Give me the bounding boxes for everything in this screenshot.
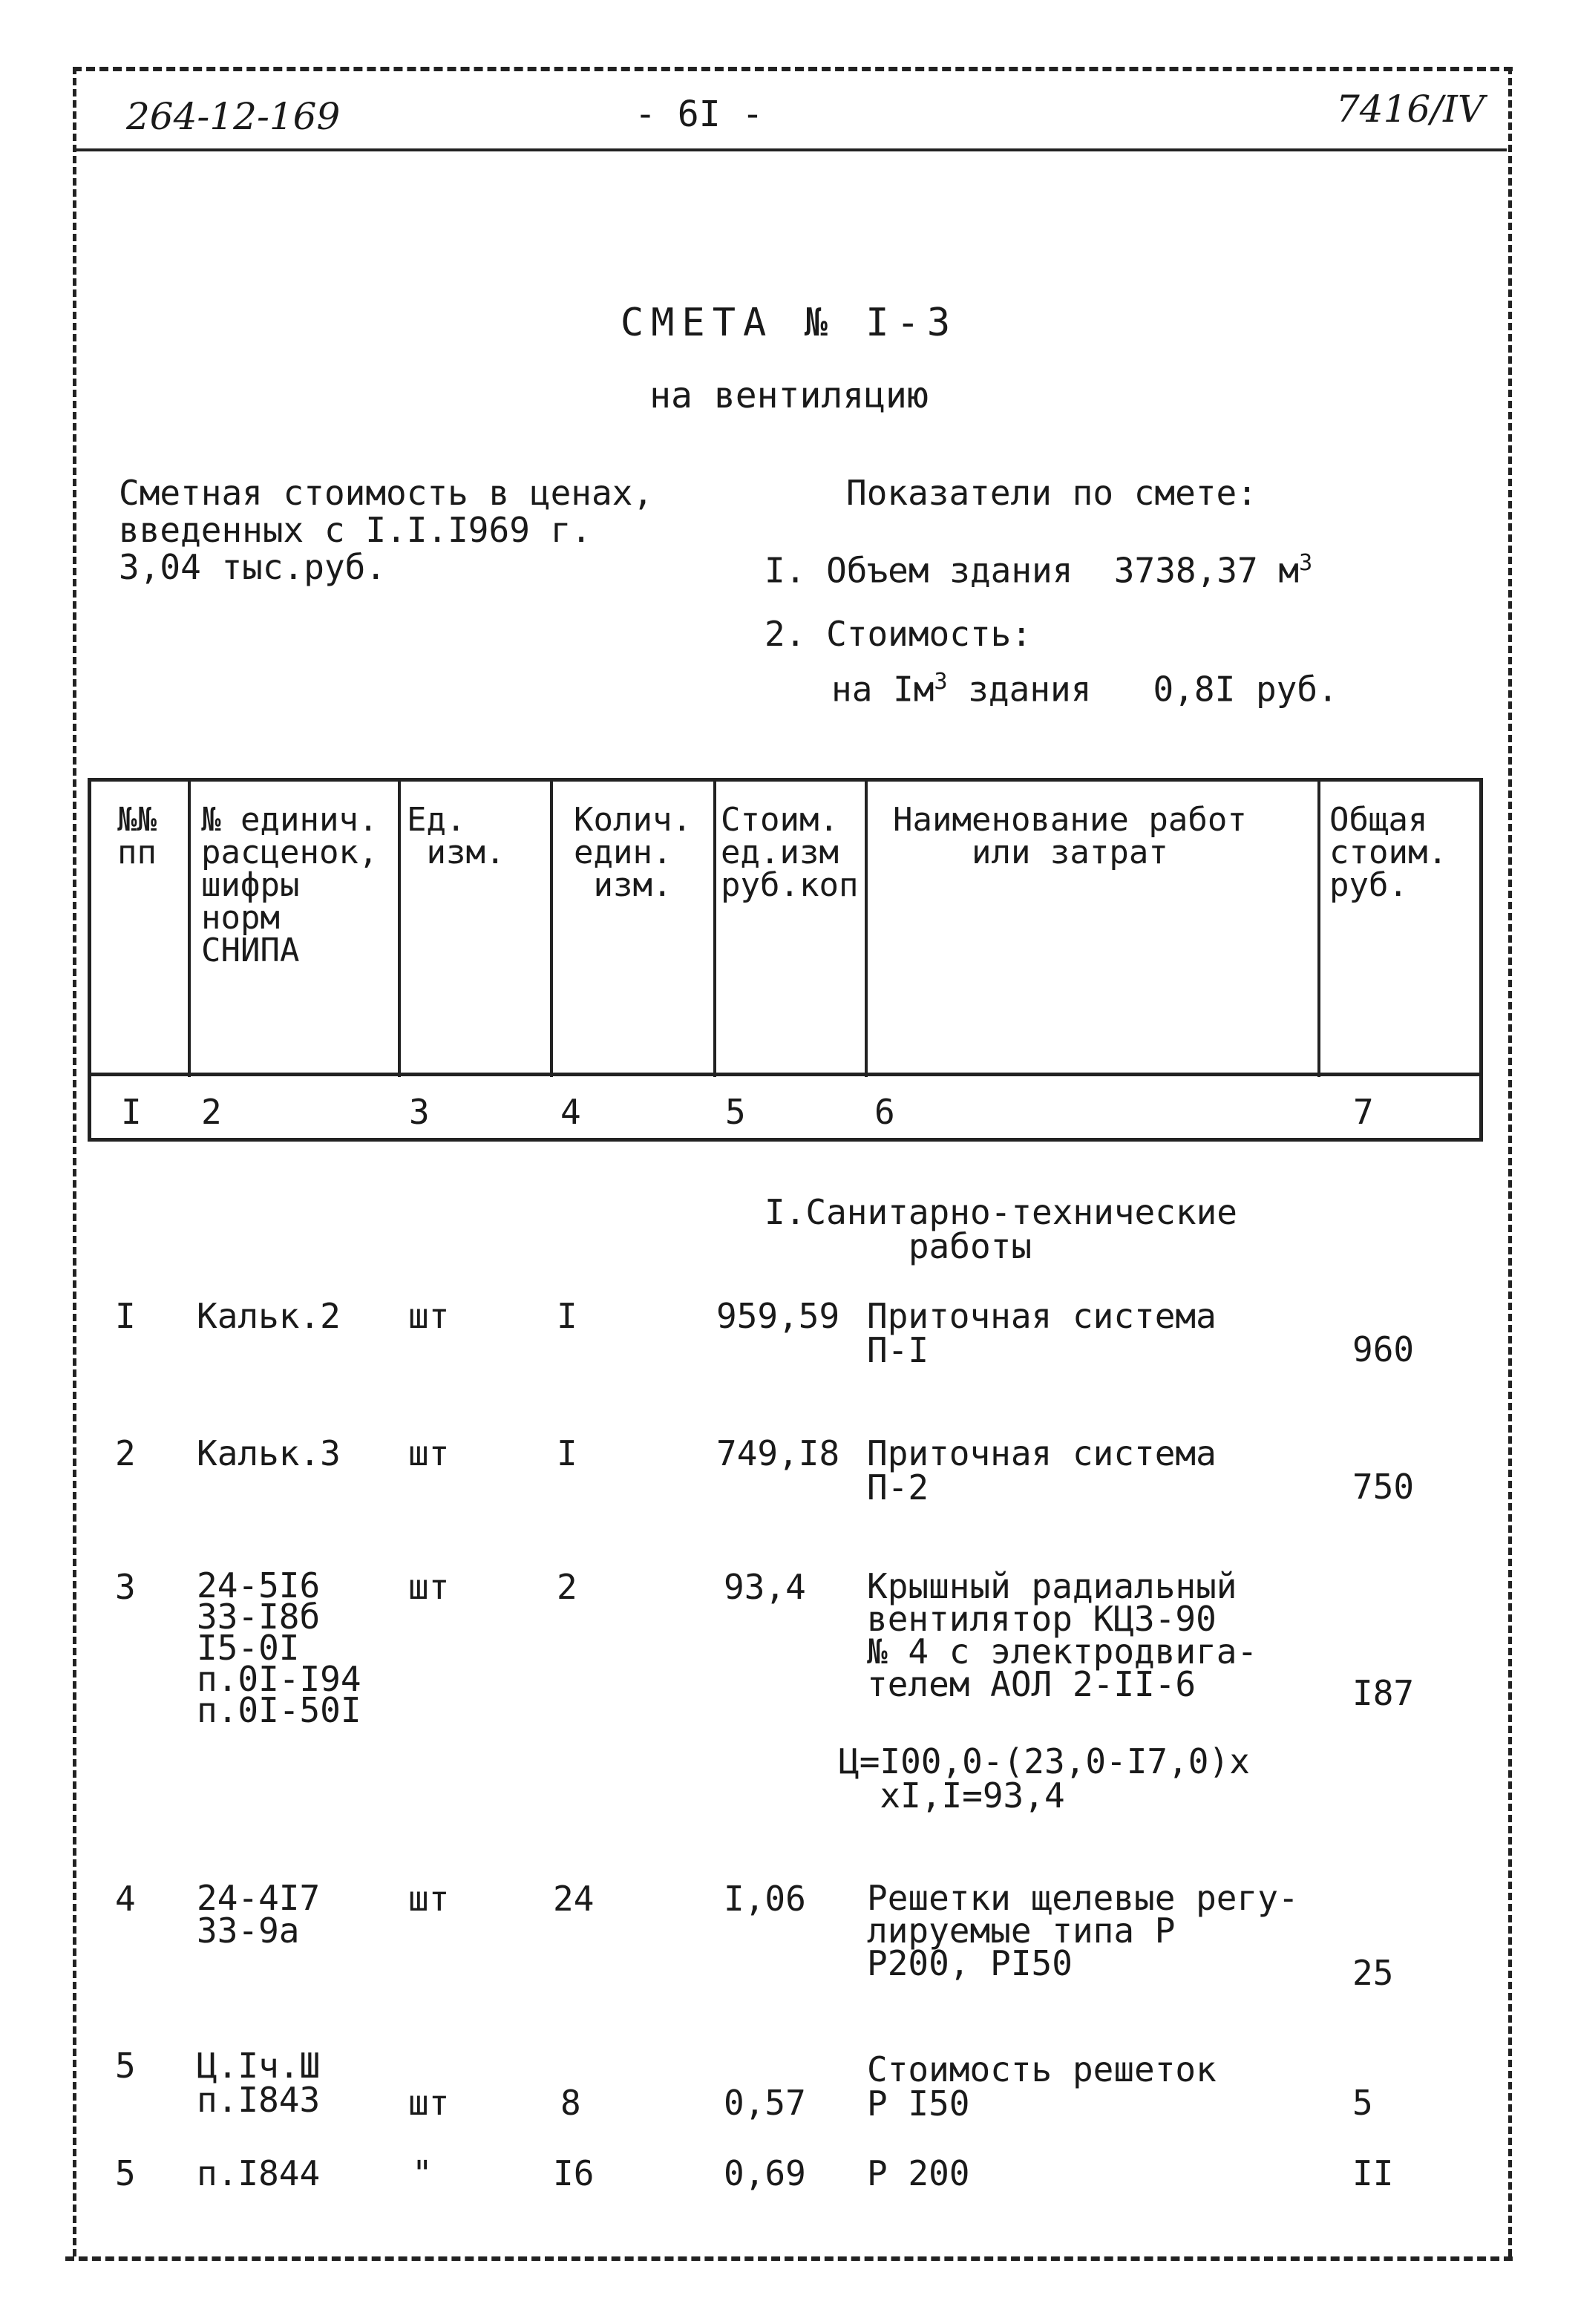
row-name: Решетки щелевые регу- лируемые типа Р Р200, РI50 — [867, 1878, 1299, 1983]
col-number-6: 6 — [874, 1092, 895, 1132]
row-code: Кальк.3 — [197, 1433, 341, 1473]
cost-info-line-3: 3,04 тыс.руб. — [119, 547, 387, 587]
row-number: 3 — [115, 1567, 136, 1607]
col-header-3: Ед. изм. — [407, 801, 505, 871]
table-divider — [1317, 782, 1320, 1077]
col-number-4: 4 — [560, 1092, 581, 1132]
cost-info-line-2: введенных с I.I.I969 г. — [119, 510, 592, 550]
col-header-7: Общая стоим. руб. — [1329, 801, 1447, 904]
col-header-5: Стоим. ед.изм руб.коп — [721, 801, 859, 904]
row-unit: шт — [408, 1567, 450, 1607]
row-name: Приточная система П-I — [867, 1296, 1217, 1370]
row-name: Приточная система П-2 — [867, 1433, 1217, 1508]
indicator-cost-detail-b: здания 0,8I руб. — [947, 669, 1338, 710]
row-qty: I6 — [553, 2153, 595, 2193]
col-header-1: №№ пп — [117, 801, 157, 871]
row-total: II — [1352, 2153, 1394, 2193]
doc-code: 264-12-169 — [126, 95, 341, 138]
row-qty: I — [557, 1433, 577, 1473]
row-name: Крышный радиальный вентилятор КЦЗ-90 № 4 с электродвига- телем АОЛ 2-II-6 — [867, 1566, 1258, 1704]
table-divider — [398, 782, 401, 1077]
table-divider — [188, 782, 191, 1077]
indicator-cost-detail-sup: 3 — [934, 669, 948, 695]
frame-top-border — [73, 67, 1513, 71]
col-header-2: № единич. расценок, шифры норм СНИПА — [201, 801, 379, 969]
row-name: Стоимость решеток Р I50 — [867, 2049, 1217, 2124]
col-number-3: 3 — [409, 1092, 430, 1132]
row-code: 24-4I7 33-9а — [197, 1878, 321, 1951]
table-divider — [550, 782, 553, 1077]
header-rule — [74, 148, 1507, 151]
indicator-volume-text: I. Объем здания 3738,37 м — [765, 550, 1300, 591]
row-total: 960 — [1352, 1329, 1415, 1369]
estimate-title: СМЕТА № I-3 — [620, 301, 958, 345]
row-price: 749,I8 — [716, 1433, 840, 1473]
row-qty: 2 — [557, 1567, 577, 1607]
row-code: 24-5I6 33-I8б I5-0I п.0I-I94 п.0I-50I — [197, 1565, 361, 1730]
row-total: 5 — [1352, 2083, 1373, 2123]
col-header-4: Колич. един. изм. — [574, 801, 692, 904]
table-divider — [713, 782, 716, 1077]
row-total: 750 — [1352, 1467, 1415, 1507]
table-header-rule — [91, 1073, 1479, 1076]
indicator-volume — [765, 546, 1313, 591]
indicator-cost-heading: 2. Стоимость: — [765, 614, 1032, 654]
row-number: 4 — [115, 1879, 136, 1919]
row-unit: шт — [408, 1296, 450, 1336]
row-qty: 8 — [560, 2083, 581, 2123]
row-formula: Ц=I00,0-(23,0-I7,0)x xI,I=93,4 — [839, 1741, 1250, 1816]
row-price: I,06 — [724, 1879, 806, 1919]
row-unit: шт — [408, 1879, 450, 1919]
row-total: I87 — [1352, 1673, 1415, 1713]
row-number: 2 — [115, 1433, 136, 1473]
cost-info-line-1: Сметная стоимость в ценах, — [119, 473, 654, 513]
indicator-volume-sup: 3 — [1299, 550, 1313, 576]
estimate-table-header — [88, 778, 1483, 1142]
indicators-heading: Показатели по смете: — [846, 473, 1257, 513]
indicator-cost-detail — [831, 664, 1338, 710]
row-name: Р 200 — [867, 2153, 970, 2193]
col-number-5: 5 — [725, 1092, 746, 1132]
col-header-6: Наименование работ или затрат — [893, 801, 1247, 871]
frame-bottom-border — [65, 2256, 1513, 2261]
row-number: I — [115, 1296, 136, 1336]
row-price: 959,59 — [716, 1296, 840, 1336]
row-code: Кальк.2 — [197, 1296, 341, 1336]
row-price: 0,69 — [724, 2153, 806, 2193]
row-code: Ц.Iч.Ш п.I843 — [197, 2046, 321, 2120]
row-unit: " — [412, 2153, 433, 2193]
table-divider — [865, 782, 868, 1077]
col-number-7: 7 — [1353, 1092, 1374, 1132]
row-total: 25 — [1352, 1953, 1394, 1993]
estimate-subtitle: на вентиляцию — [649, 375, 929, 416]
row-qty: 24 — [553, 1879, 595, 1919]
row-code: п.I844 — [197, 2153, 321, 2193]
row-qty: I — [557, 1296, 577, 1336]
row-price: 93,4 — [724, 1567, 806, 1607]
row-unit: шт — [408, 2083, 450, 2123]
indicator-cost-detail-a: на Iм — [831, 669, 934, 710]
row-unit: шт — [408, 1433, 450, 1473]
row-number: 5 — [115, 2046, 136, 2086]
col-number-1: I — [121, 1092, 142, 1132]
row-number: 5 — [115, 2153, 136, 2193]
archive-number: 7416/IV — [1336, 88, 1484, 131]
section-title: I.Санитарно-технические работы — [765, 1192, 1237, 1266]
col-number-2: 2 — [201, 1092, 222, 1132]
page-number: - 6I - — [635, 94, 764, 135]
row-price: 0,57 — [724, 2083, 806, 2123]
